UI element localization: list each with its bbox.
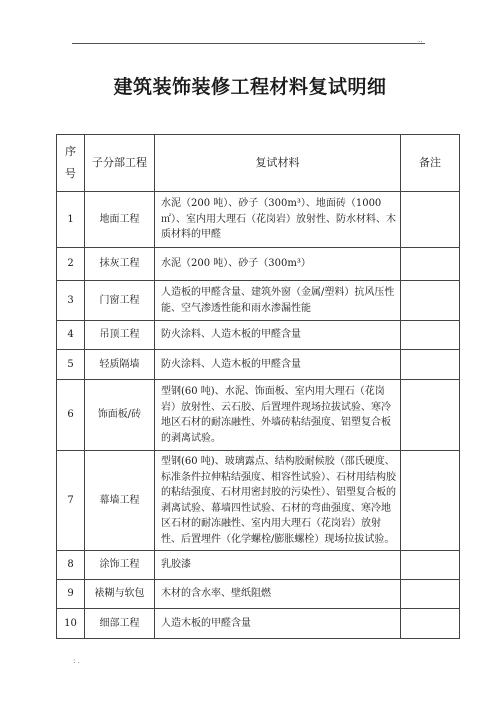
table-row bbox=[57, 350, 460, 380]
row-materials: 防火涂料、人造木板的甲醛含量 bbox=[155, 321, 401, 350]
header-remarks: 备注 bbox=[401, 135, 460, 192]
row-remarks bbox=[401, 248, 460, 281]
row-no: 2 bbox=[57, 248, 85, 281]
row-no: 6 bbox=[57, 380, 85, 451]
table-row bbox=[57, 321, 460, 350]
row-materials: 人造板的甲醛含量、建筑外窗（金属/塑料）抗风压性能、空气渗透性能和雨水渗漏性能 bbox=[155, 281, 401, 321]
row-materials: 防火涂料、人造木板的甲醛含量 bbox=[155, 350, 401, 380]
row-no: 1 bbox=[57, 192, 85, 248]
row-subproject: 轻质隔墙 bbox=[85, 350, 155, 380]
table-header-row bbox=[57, 135, 460, 192]
table-row bbox=[57, 580, 460, 609]
row-no: 4 bbox=[57, 321, 85, 350]
header-rule bbox=[72, 43, 425, 44]
row-no: 7 bbox=[57, 451, 85, 551]
row-materials: 木材的含水率、壁纸阻燃 bbox=[155, 580, 401, 609]
table-row bbox=[57, 609, 460, 639]
materials-table bbox=[56, 134, 460, 639]
row-no: 5 bbox=[57, 350, 85, 380]
row-materials: 人造木板的甲醛含量 bbox=[155, 609, 401, 639]
row-no: 3 bbox=[57, 281, 85, 321]
row-remarks bbox=[401, 350, 460, 380]
row-no: 10 bbox=[57, 609, 85, 639]
row-remarks bbox=[401, 609, 460, 639]
table-row bbox=[57, 380, 460, 451]
row-subproject: 门窗工程 bbox=[85, 281, 155, 321]
header-seq bbox=[57, 135, 85, 192]
table-row bbox=[57, 451, 460, 551]
row-materials: 型钢(60 吨)、玻璃露点、结构胶耐候胶（邵氏硬度、标准条件拉伸粘结强度、相容性试验）、石材用结构胶的粘结强度、石材用密封胶的污染性）、铝塑复合板的剥离试验、幕墙四性试验、石材的弯曲强度、寒冷地区石材的耐冻融性、室内用大理石（花岗岩）放射性、后置埋件（化学螺栓/膨胀螺栓）现场拉拔试验。 bbox=[155, 451, 401, 551]
row-materials: 水泥（200 吨）、砂子（300m³） bbox=[155, 248, 401, 281]
row-subproject: 裱糊与软包 bbox=[85, 580, 155, 609]
row-remarks bbox=[401, 580, 460, 609]
row-remarks bbox=[401, 380, 460, 451]
table-row bbox=[57, 281, 460, 321]
header-materials: 复试材料 bbox=[155, 135, 401, 192]
header-mark: .. bbox=[418, 36, 423, 44]
row-subproject: 涂饰工程 bbox=[85, 551, 155, 580]
header-seq-line1: 序 bbox=[65, 145, 76, 158]
page-title: 建筑装饰装修工程材料复试明细 bbox=[113, 76, 387, 98]
row-materials: 乳胶漆 bbox=[155, 551, 401, 580]
row-subproject: 幕墙工程 bbox=[85, 451, 155, 551]
header-seq-line2: 号 bbox=[65, 167, 76, 180]
table-row bbox=[57, 192, 460, 248]
row-remarks bbox=[401, 281, 460, 321]
table-row bbox=[57, 248, 460, 281]
row-remarks bbox=[401, 551, 460, 580]
row-materials: 水泥（200 吨）、砂子（300m³）、地面砖（1000㎡）、室内用大理石（花岗岩）放射性、防水材料、木质材料的甲醛 bbox=[155, 192, 401, 248]
row-no: 9 bbox=[57, 580, 85, 609]
row-subproject: 地面工程 bbox=[85, 192, 155, 248]
row-remarks bbox=[401, 321, 460, 350]
row-subproject: 吊顶工程 bbox=[85, 321, 155, 350]
footer-mark: : . bbox=[73, 657, 80, 665]
header-subproject: 子分部工程 bbox=[85, 135, 155, 192]
row-remarks bbox=[401, 192, 460, 248]
row-no: 8 bbox=[57, 551, 85, 580]
row-subproject: 抹灰工程 bbox=[85, 248, 155, 281]
row-materials: 型钢(60 吨)、水泥、饰面板、室内用大理石（花岗岩）放射性、云石胶、后置埋件现场拉拔试验、寒冷地区石材的耐冻融性、外墙砖粘结强度、铝塑复合板的剥离试验。 bbox=[155, 380, 401, 451]
row-subproject: 饰面板/砖 bbox=[85, 380, 155, 451]
row-subproject: 细部工程 bbox=[85, 609, 155, 639]
table-row bbox=[57, 551, 460, 580]
row-remarks bbox=[401, 451, 460, 551]
